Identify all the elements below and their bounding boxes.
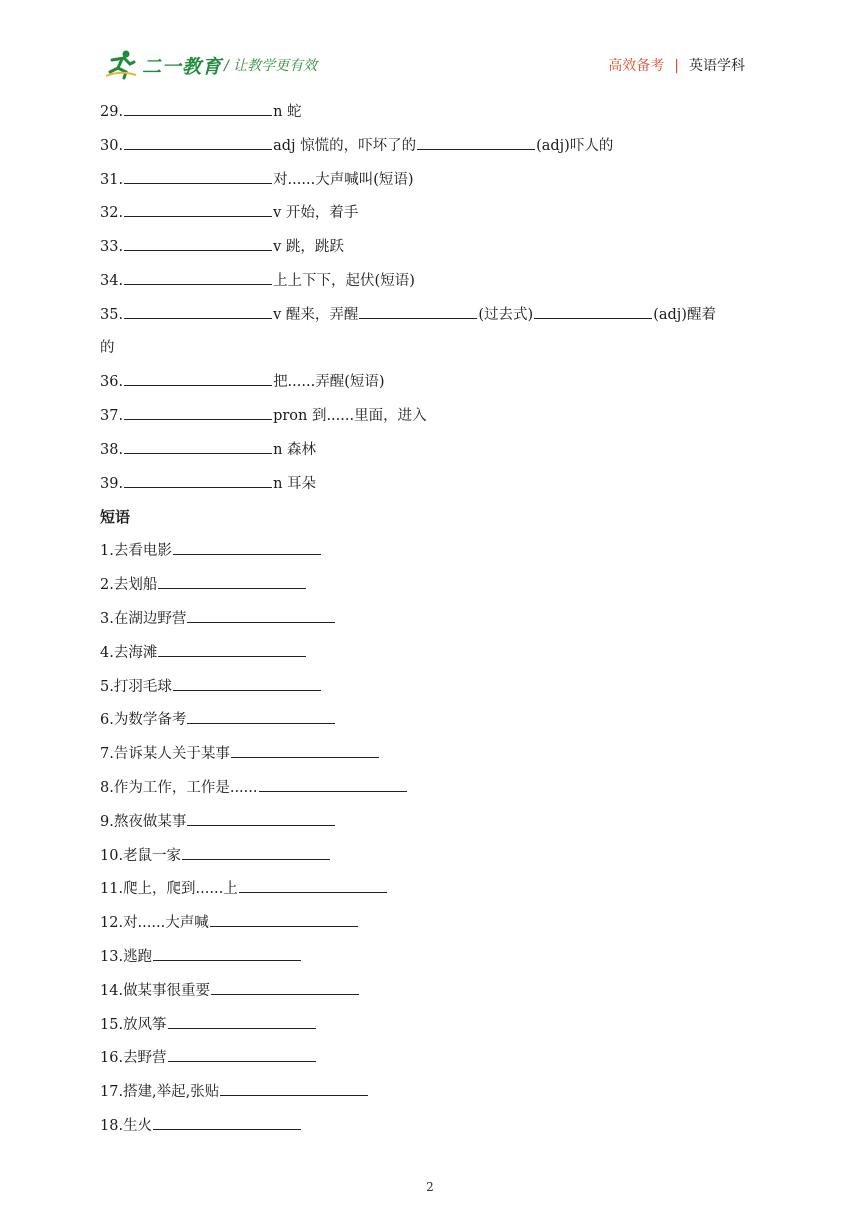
item-number: 17. bbox=[100, 1084, 124, 1101]
answer-blank[interactable] bbox=[259, 776, 407, 792]
item-number: 37. bbox=[100, 408, 124, 425]
item-number: 18. bbox=[100, 1117, 124, 1134]
answer-blank[interactable] bbox=[173, 539, 321, 555]
item-number: 33. bbox=[100, 239, 124, 256]
vocab-item bbox=[100, 404, 770, 438]
item-prompt: v 开始，着手 bbox=[273, 205, 359, 222]
header-subject: 英语学科 bbox=[689, 58, 745, 74]
item-prompt: 把......弄醒(短语) bbox=[273, 374, 385, 391]
phrase-text: 打羽毛球 bbox=[113, 678, 172, 695]
section-title: 短语 bbox=[100, 507, 131, 526]
answer-blank[interactable] bbox=[158, 573, 306, 589]
item-number: 11. bbox=[100, 881, 124, 898]
phrase-item bbox=[100, 945, 770, 979]
item-prompt: n 蛇 bbox=[273, 104, 302, 120]
page-number: 2 bbox=[426, 1180, 434, 1194]
phrase-text: 做某事很重要 bbox=[123, 982, 211, 999]
item-number: 7. bbox=[100, 746, 114, 763]
phrase-item bbox=[100, 911, 770, 945]
phrase-item bbox=[100, 539, 770, 573]
item-number: 4. bbox=[100, 644, 114, 661]
item-prompt: n 森林 bbox=[273, 441, 317, 458]
answer-blank[interactable] bbox=[124, 134, 272, 150]
answer-blank[interactable] bbox=[124, 472, 272, 488]
phrase-item bbox=[100, 675, 770, 709]
answer-blank[interactable] bbox=[124, 235, 272, 251]
answer-blank[interactable] bbox=[124, 201, 272, 217]
vocab-item bbox=[100, 303, 770, 337]
phrase-text: 在湖边野营 bbox=[113, 610, 187, 627]
phrase-text: 爬上，爬到......上 bbox=[123, 881, 238, 898]
item-prompt: 对......大声喊叫(短语) bbox=[273, 171, 414, 188]
vocab-item bbox=[100, 370, 770, 404]
item-prompt: (过去式) bbox=[478, 306, 534, 323]
vocab-item bbox=[100, 100, 770, 134]
item-number: 29. bbox=[100, 104, 124, 120]
header-right bbox=[608, 55, 745, 75]
answer-blank[interactable] bbox=[417, 134, 535, 150]
item-number: 6. bbox=[100, 712, 114, 729]
vocab-item bbox=[100, 201, 770, 235]
phrase-text: 作为工作，工作是...... bbox=[113, 779, 258, 796]
vocab-item bbox=[100, 438, 770, 472]
item-number: 38. bbox=[100, 441, 124, 458]
vocab-item bbox=[100, 235, 770, 269]
answer-blank[interactable] bbox=[168, 1046, 316, 1062]
phrase-item bbox=[100, 979, 770, 1013]
answer-blank[interactable] bbox=[124, 303, 272, 319]
item-number: 30. bbox=[100, 137, 124, 154]
answer-blank[interactable] bbox=[173, 675, 321, 691]
answer-blank[interactable] bbox=[220, 1080, 368, 1096]
answer-blank[interactable] bbox=[534, 303, 652, 319]
item-number: 1. bbox=[100, 543, 114, 560]
vocab-item bbox=[100, 472, 770, 506]
header-tagline: 高效备考 bbox=[608, 58, 665, 74]
phrase-item bbox=[100, 607, 770, 641]
item-number: 32. bbox=[100, 205, 124, 222]
answer-blank[interactable] bbox=[153, 945, 301, 961]
answer-blank[interactable] bbox=[124, 370, 272, 386]
item-number: 8. bbox=[100, 779, 114, 796]
item-number: 34. bbox=[100, 272, 124, 289]
answer-blank[interactable] bbox=[182, 844, 330, 860]
phrase-text: 老鼠一家 bbox=[123, 847, 182, 864]
item-number: 3. bbox=[100, 610, 114, 627]
logo bbox=[104, 48, 234, 80]
phrase-text: 熬夜做某事 bbox=[113, 813, 187, 830]
vocab-item bbox=[100, 269, 770, 303]
phrase-item bbox=[100, 742, 770, 776]
phrase-item bbox=[100, 844, 770, 878]
answer-blank[interactable] bbox=[231, 742, 379, 758]
answer-blank[interactable] bbox=[211, 979, 359, 995]
answer-blank[interactable] bbox=[124, 168, 272, 184]
answer-blank[interactable] bbox=[187, 607, 335, 623]
answer-blank[interactable] bbox=[239, 877, 387, 893]
worksheet-content bbox=[100, 100, 770, 1148]
vocab-item bbox=[100, 134, 770, 168]
phrase-text: 放风筝 bbox=[123, 1016, 167, 1033]
item-number: 36. bbox=[100, 374, 124, 391]
runner-logo-icon bbox=[104, 48, 138, 80]
phrase-item bbox=[100, 641, 770, 675]
page-header bbox=[0, 0, 860, 90]
phrase-text: 去看电影 bbox=[113, 543, 172, 560]
item-number: 39. bbox=[100, 475, 124, 492]
item-number: 35. bbox=[100, 306, 124, 323]
vocab-item bbox=[100, 168, 770, 202]
phrase-text: 去海滩 bbox=[113, 644, 158, 661]
header-separator: | bbox=[674, 58, 679, 74]
phrase-text: 逃跑 bbox=[123, 948, 153, 965]
item-continuation: 的 bbox=[100, 339, 115, 356]
phrase-item bbox=[100, 810, 770, 844]
phrase-text: 告诉某人关于某事 bbox=[113, 746, 230, 763]
phrase-text: 去划船 bbox=[113, 577, 158, 594]
phrase-item bbox=[100, 776, 770, 810]
item-prompt: (adj)醒着 bbox=[653, 306, 716, 323]
answer-blank[interactable] bbox=[124, 269, 272, 285]
phrase-item bbox=[100, 1080, 770, 1114]
answer-blank[interactable] bbox=[187, 708, 335, 724]
answer-blank[interactable] bbox=[187, 810, 335, 826]
item-number: 13. bbox=[100, 948, 124, 965]
answer-blank[interactable] bbox=[124, 438, 272, 454]
answer-blank[interactable] bbox=[158, 641, 306, 657]
phrase-item bbox=[100, 708, 770, 742]
item-number: 5. bbox=[100, 678, 114, 695]
item-number: 12. bbox=[100, 915, 124, 932]
item-prompt: v 醒来，弄醒 bbox=[273, 306, 359, 323]
phrase-text: 搭建,举起,张贴 bbox=[123, 1084, 220, 1101]
item-prompt: adj 惊慌的，吓坏了的 bbox=[273, 137, 417, 154]
phrase-text: 对......大声喊 bbox=[123, 915, 209, 932]
item-prompt: v 跳，跳跃 bbox=[273, 239, 344, 256]
item-number: 16. bbox=[100, 1050, 124, 1067]
item-number: 15. bbox=[100, 1016, 124, 1033]
answer-blank[interactable] bbox=[359, 303, 477, 319]
item-prompt: (adj)吓人的 bbox=[536, 137, 614, 154]
phrase-item bbox=[100, 573, 770, 607]
answer-blank[interactable] bbox=[124, 404, 272, 420]
item-prompt: n 耳朵 bbox=[273, 475, 317, 492]
item-number: 31. bbox=[100, 171, 124, 188]
slogan: / 让教学更有效 bbox=[224, 58, 318, 74]
answer-blank[interactable] bbox=[124, 100, 272, 116]
phrase-text: 生火 bbox=[123, 1117, 153, 1134]
phrase-item bbox=[100, 1114, 770, 1148]
item-prompt: 上上下下，起伏(短语) bbox=[273, 272, 415, 289]
item-prompt: pron 到......里面，进入 bbox=[273, 408, 427, 425]
logo-text: 二一教育 bbox=[142, 56, 223, 78]
phrase-item bbox=[100, 1013, 770, 1047]
phrase-text: 为数学备考 bbox=[113, 712, 187, 729]
item-number: 9. bbox=[100, 813, 114, 830]
answer-blank[interactable] bbox=[153, 1114, 301, 1130]
item-number: 10. bbox=[100, 847, 124, 864]
item-number: 14. bbox=[100, 982, 124, 999]
item-number: 2. bbox=[100, 577, 114, 594]
answer-blank[interactable] bbox=[168, 1013, 316, 1029]
phrase-item bbox=[100, 877, 770, 911]
phrase-text: 去野营 bbox=[123, 1050, 167, 1067]
phrase-item bbox=[100, 1046, 770, 1080]
answer-blank[interactable] bbox=[210, 911, 358, 927]
